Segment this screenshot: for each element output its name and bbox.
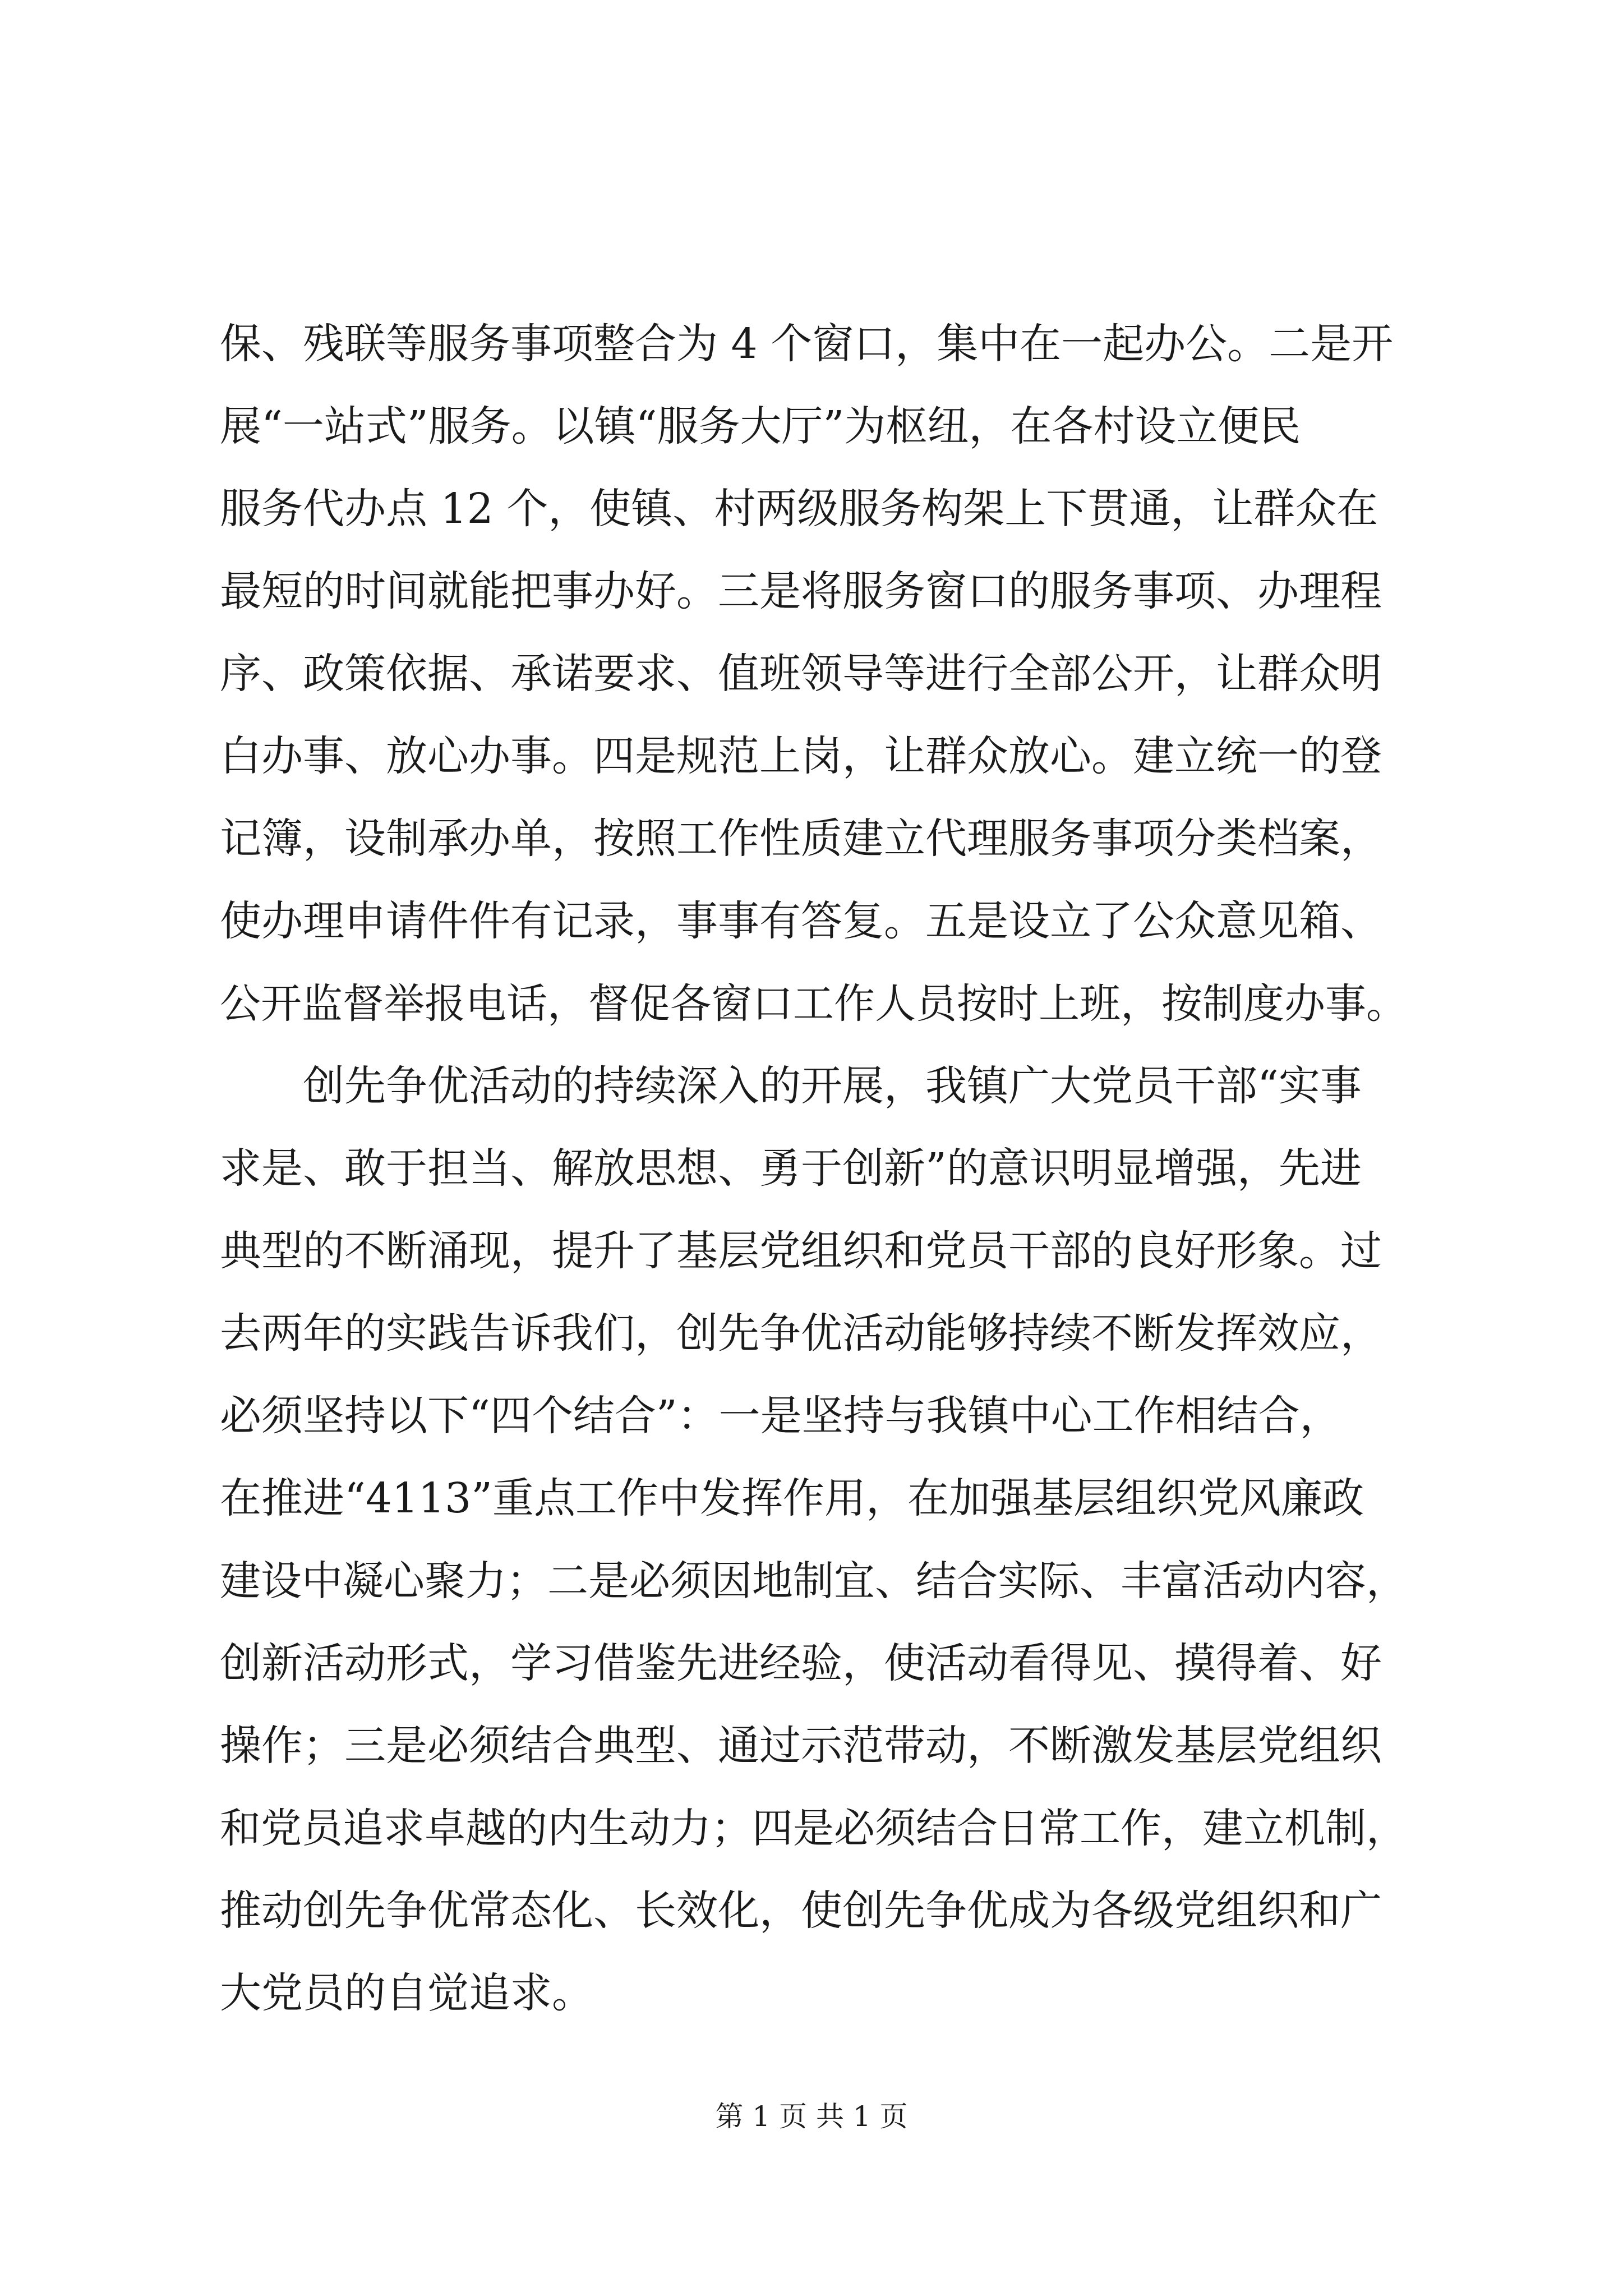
paragraph-1 xyxy=(220,303,1409,1045)
text-line: 最短的时间就能把事办好。三是将服务窗口的服务事项、办理程 xyxy=(220,567,1382,615)
text-line: 操作；三是必须结合典型、通过示范带动，不断激发基层党组织 xyxy=(220,1722,1382,1770)
text-line: 建设中凝心聚力；二是必须因地制宜、结合实际、丰富活动内容， xyxy=(220,1557,1407,1605)
text-line: 序、政策依据、承诺要求、值班领导等进行全部公开，让群众明 xyxy=(220,650,1382,698)
text-line: 展“一站式”服务。以镇“服务大厅”为枢纽，在各村设立便民 xyxy=(220,402,1301,450)
text-line: 推动创先争优常态化、长效化，使创先争优成为各级党组织和广 xyxy=(220,1887,1382,1935)
text-line: 服务代办点 12 个，使镇、村两级服务构架上下贯通，让群众在 xyxy=(220,485,1378,533)
paragraph-2 xyxy=(220,1045,1409,2035)
text-line: 创新活动形式，学习借鉴先进经验，使活动看得见、摸得着、好 xyxy=(220,1639,1382,1687)
text-line: 白办事、放心办事。四是规范上岗，让群众放心。建立统一的登 xyxy=(220,732,1382,780)
text-line: 记簿，设制承办单，按照工作性质建立代理服务事项分类档案， xyxy=(220,815,1382,863)
text-line: 典型的不断涌现，提升了基层党组织和党员干部的良好形象。过 xyxy=(220,1227,1382,1275)
text-line-first: 创先争优活动的持续深入的开展，我镇广大党员干部“实事 xyxy=(303,1062,1362,1110)
text-line: 大党员的自觉追求。 xyxy=(220,1969,593,2017)
text-line: 公开监督举报电话，督促各窗口工作人员按时上班，按制度办事。 xyxy=(220,980,1407,1028)
text-line: 去两年的实践告诉我们，创先争优活动能够持续不断发挥效应， xyxy=(220,1309,1382,1358)
text-line: 求是、敢于担当、解放思想、勇于创新”的意识明显增强，先进 xyxy=(220,1144,1362,1193)
text-line: 使办理申请件件有记录，事事有答复。五是设立了公众意见箱、 xyxy=(220,897,1382,945)
body-text xyxy=(220,303,1409,2035)
text-line: 必须坚持以下“四个结合”：一是坚持与我镇中心工作相结合， xyxy=(220,1392,1341,1440)
text-line: 保、残联等服务事项整合为 4 个窗口，集中在一起办公。二是开 xyxy=(220,320,1394,368)
text-line: 在推进“4113”重点工作中发挥作用，在加强基层组织党风廉政 xyxy=(220,1474,1364,1522)
page-number-footer: 第 1 页 共 1 页 xyxy=(715,2100,908,2133)
text-line: 和党员追求卓越的内生动力；四是必须结合日常工作，建立机制， xyxy=(220,1805,1407,1852)
